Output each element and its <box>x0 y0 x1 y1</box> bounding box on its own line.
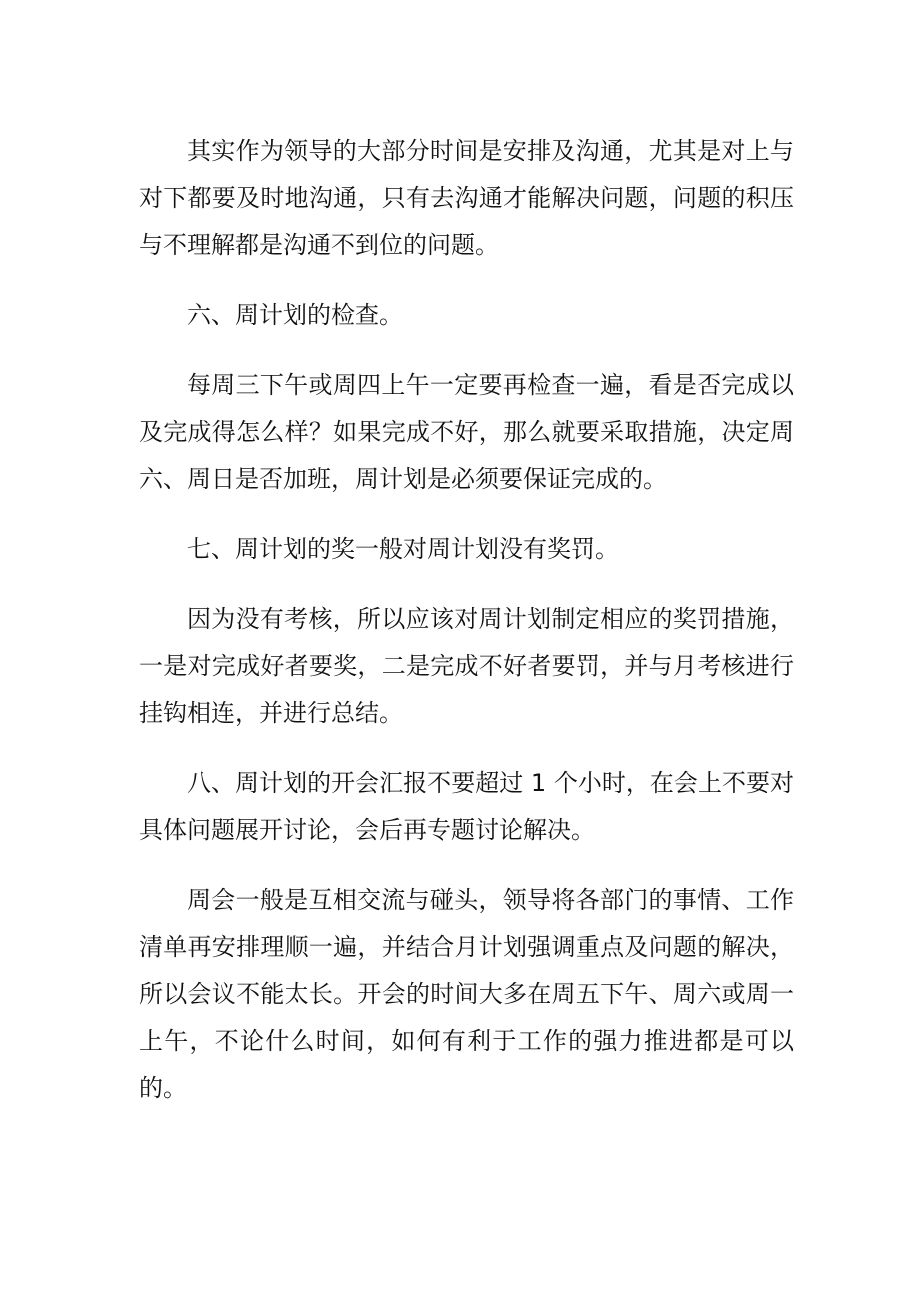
paragraph-meeting-details: 周会一般是互相交流与碰头，领导将各部门的事情、工作清单再安排理顺一遍，并结合月计划强调重点及问题的解决，所以会议不能太长。开会的时间大多在周五下午、周六或周一上午，不论什么时间，如何有利于工作的强力推进都是可以的。 <box>139 886 794 1102</box>
paragraph-rewards-details: 因为没有考核，所以应该对周计划制定相应的奖罚措施，一是对完成好者要奖，二是完成不好者要罚，并与月考核进行挂钩相连，并进行总结。 <box>139 605 794 727</box>
heading-eight-meeting: 八、周计划的开会汇报不要超过 1 个小时，在会上不要对具体问题展开讨论，会后再专题讨论解决。 <box>139 769 794 844</box>
document-body <box>139 128 794 1135</box>
heading-six-weekly-plan-check: 六、周计划的检查。 <box>187 301 403 329</box>
heading-seven-rewards: 七、周计划的奖一般对周计划没有奖罚。 <box>187 535 619 563</box>
paragraph-check-details: 每周三下午或周四上午一定要再检查一遍，看是否完成以及完成得怎么样？如果完成不好，那么就要采取措施，决定周六、周日是否加班，周计划是必须要保证完成的。 <box>139 371 794 493</box>
paragraph-communication: 其实作为领导的大部分时间是安排及沟通，尤其是对上与对下都要及时地沟通，只有去沟通才能解决问题，问题的积压与不理解都是沟通不到位的问题。 <box>139 137 794 259</box>
